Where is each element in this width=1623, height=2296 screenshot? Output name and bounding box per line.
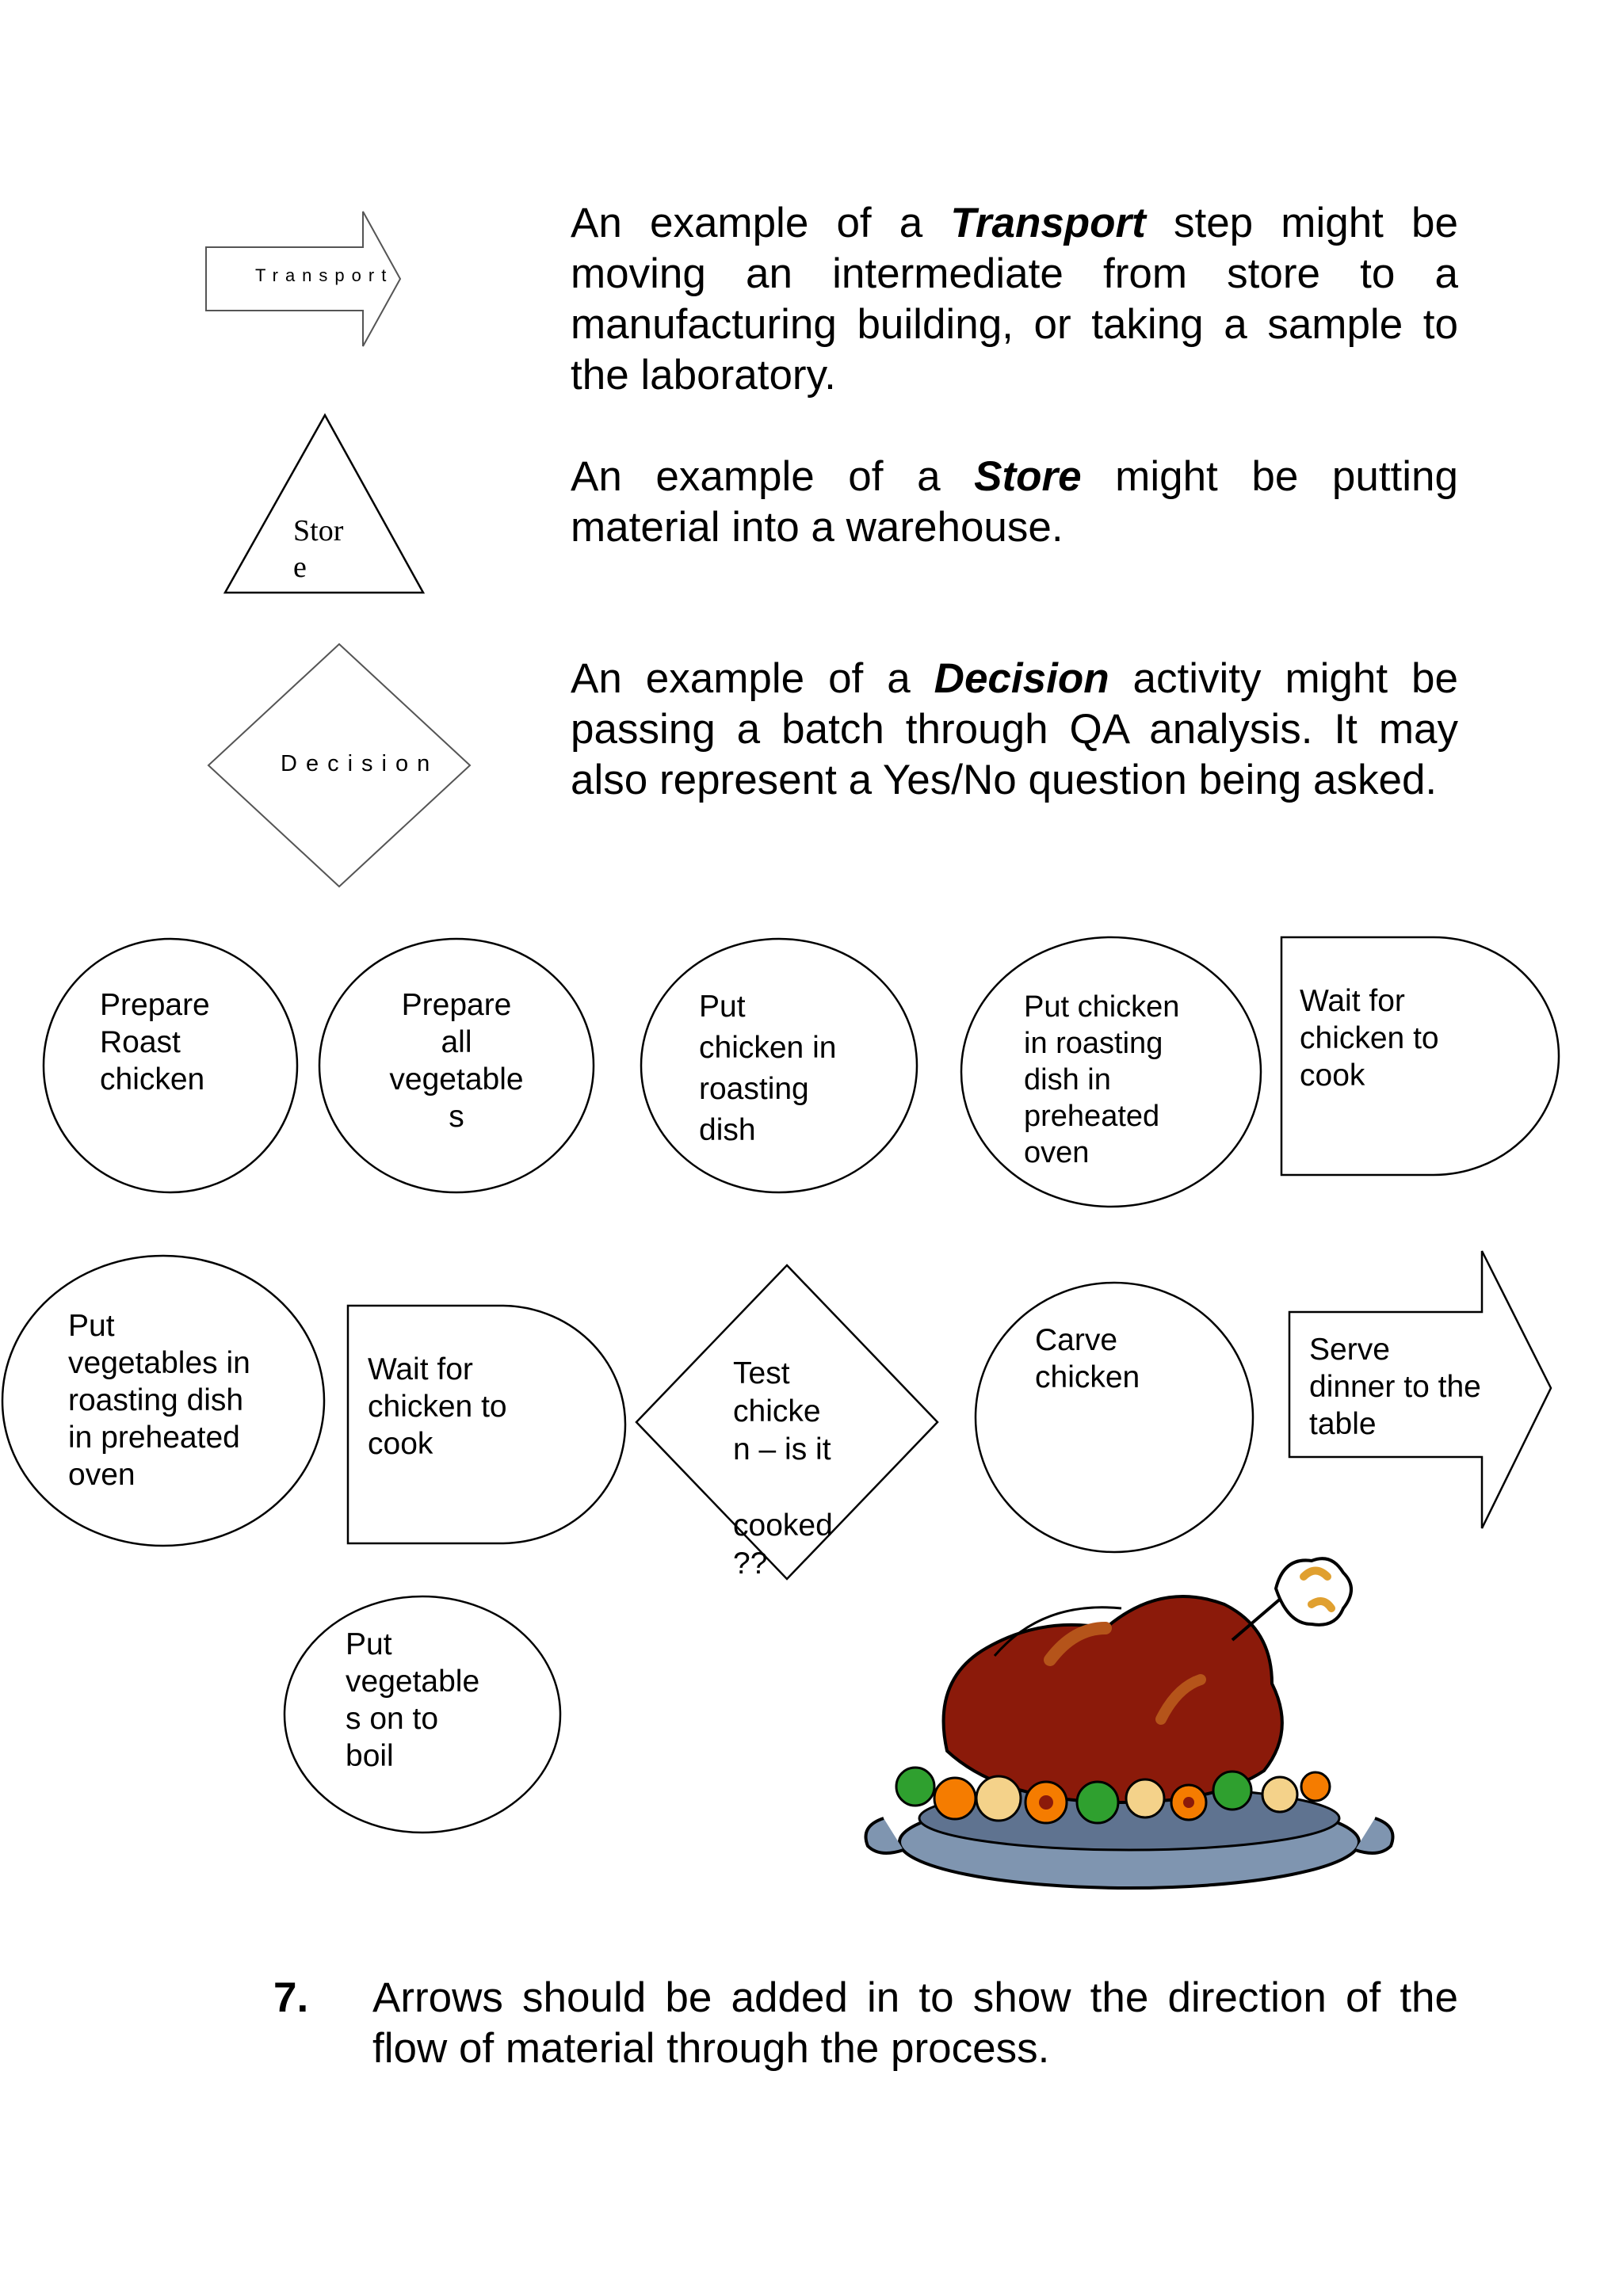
carve-chicken-label: Carve chicken: [1035, 1323, 1140, 1394]
decision-symbol-label: Decision: [281, 751, 439, 776]
store-symbol: [222, 412, 428, 596]
put-chicken-in-dish-label: Put chicken in roasting dish: [699, 990, 837, 1147]
transport-keyword: Transport: [950, 200, 1146, 246]
test-chicken-label: Test chicke n – is it cooked ??: [733, 1356, 833, 1581]
roast-turkey-illustration: [860, 1545, 1391, 1917]
store-symbol-label-1: Stor: [293, 514, 344, 547]
store-symbol-label-2: e: [293, 551, 307, 584]
transport-symbol-label: Transport: [255, 265, 394, 285]
serve-dinner-label: Serve dinner to the table: [1309, 1333, 1481, 1441]
store-description: An example of a Store might be putting material into a warehouse.: [571, 453, 1459, 551]
store-keyword: Store: [974, 453, 1082, 500]
put-chicken-in-oven-label: Put chicken in roasting dish in preheated oven: [1024, 990, 1180, 1169]
wait-for-chicken-label-2: Wait for chicken to cook: [368, 1352, 507, 1461]
footnote-text: Arrows should be added in to show the direction of the flow of material through the process.: [372, 1974, 1458, 2072]
put-vegetables-in-oven-label: Put vegetables in roasting dish in preheated oven: [68, 1309, 250, 1492]
decision-description: An example of a Decision activity might be passing a batch through QA analysis. It may also represent a Yes/No question being asked.: [571, 655, 1458, 803]
decision-keyword: Decision: [934, 655, 1109, 702]
prepare-vegetables-label: Prepare all vegetable s: [389, 988, 524, 1134]
prepare-chicken-label: Prepare Roast chicken: [100, 988, 210, 1097]
wait-for-chicken-label-1: Wait for chicken to cook: [1300, 984, 1439, 1093]
boil-vegetables-label: Put vegetable s on to boil: [346, 1627, 480, 1773]
footnote-number: 7.: [273, 1974, 309, 2021]
transport-description: An example of a Transport step might be moving an intermediate from store to a manufacturing building, or taking a sample to the laboratory.: [571, 200, 1458, 399]
